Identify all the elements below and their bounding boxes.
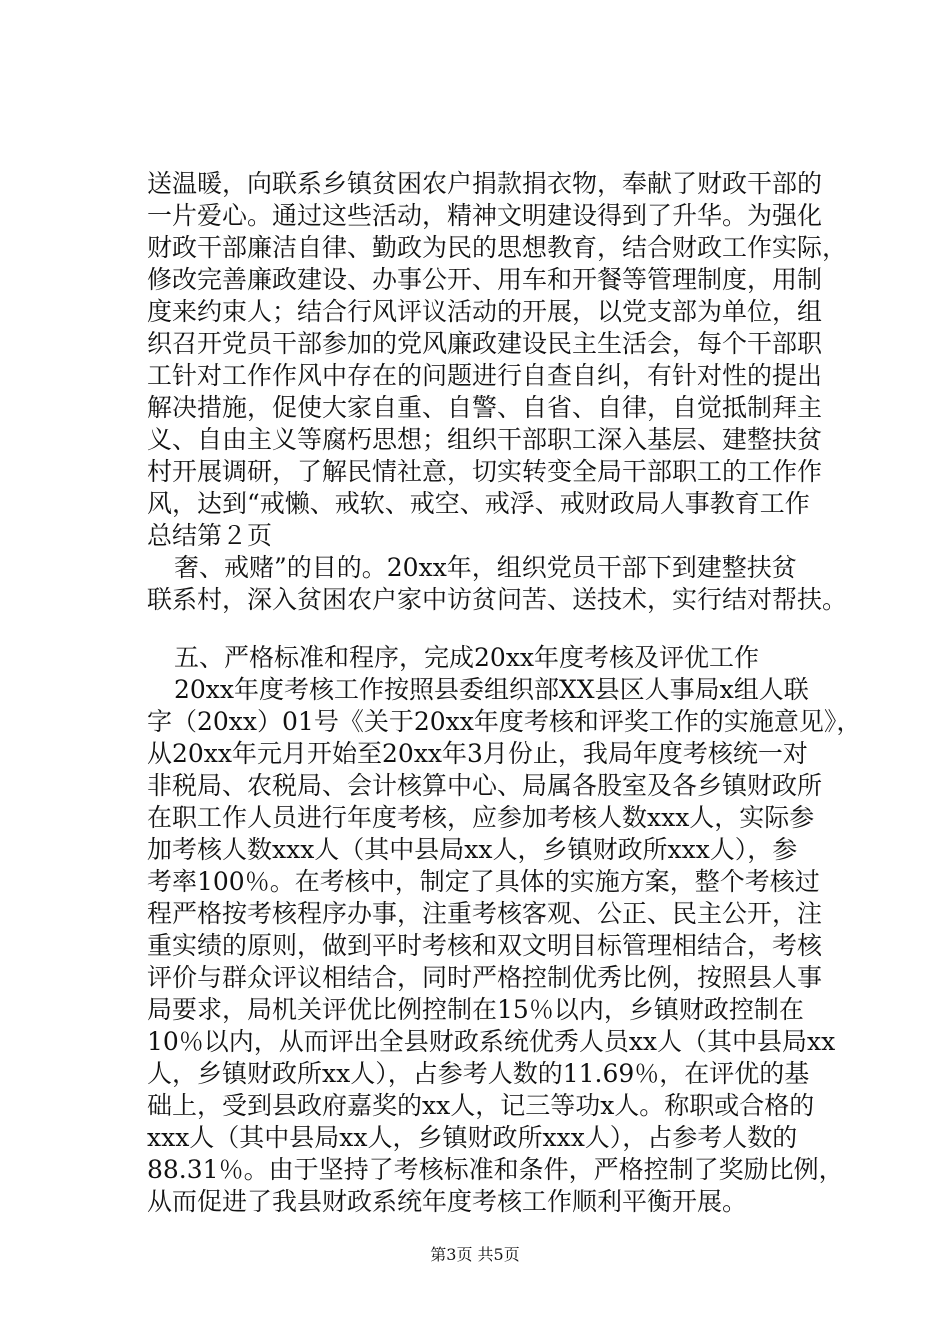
text-line: 重实绩的原则，做到平时考核和双文明目标管理相结合，考核 (147, 931, 823, 960)
text-line: 程严格按考核程序办事，注重考核客观、公正、民主公开，注 (147, 899, 823, 928)
text-line: 工针对工作作风中存在的问题进行自查自纠，有针对性的提出 (147, 361, 823, 390)
text-line: 风，达到“戒懒、戒软、戒空、戒浮、戒财政局人事教育工作 (147, 489, 810, 518)
text-line: 奢、戒赌”的目的。20xx年，组织党员干部下到建整扶贫 (174, 553, 797, 582)
page-number-label: 第3页 共5页 (430, 1245, 520, 1264)
paragraph-continuation (147, 168, 848, 552)
document-body (147, 168, 862, 1218)
text-line: 财政干部廉洁自律、勤政为民的思想教育，结合财政工作实际， (147, 233, 848, 262)
page-footer (0, 1245, 950, 1265)
text-line: 一片爱心。通过这些活动，精神文明建设得到了升华。为强化 (147, 201, 823, 230)
text-line: 人，乡镇财政所xx人），占参考人数的11.69％，在评优的基 (147, 1059, 810, 1088)
text-line: 础上，受到县政府嘉奖的xx人，记三等功x人。称职或合格的 (147, 1091, 815, 1120)
text-line: 村开展调研，了解民情社意，切实转变全局干部职工的工作作 (147, 457, 823, 486)
text-line: 考率100％。在考核中，制定了具体的实施方案，整个考核过 (147, 867, 820, 896)
text-line: 送温暖，向联系乡镇贫困农户捐款捐衣物，奉献了财政干部的 (147, 169, 823, 198)
text-line: 评价与群众评议相结合，同时严格控制优秀比例，按照县人事 (147, 963, 823, 992)
text-line: 总结第２页 (147, 521, 273, 550)
section-heading: 五、严格标准和程序，完成20xx年度考核及评优工作 (174, 643, 760, 672)
text-line: 加考核人数xxx人（其中县局xx人，乡镇财政所xxx人），参 (147, 835, 798, 864)
paragraph-assessment (147, 674, 862, 1218)
text-line: 10％以内，从而评出全县财政系统优秀人员xx人（其中县局xx (147, 1027, 836, 1056)
text-line: 义、自由主义等腐朽思想；组织干部职工深入基层、建整扶贫 (147, 425, 823, 454)
text-line: 度来约束人；结合行风评议活动的开展，以党支部为单位，组 (147, 297, 823, 326)
text-line: 修改完善廉政建设、办事公开、用车和开餐等管理制度，用制 (147, 265, 823, 294)
text-line: 解决措施，促使大家自重、自警、自省、自律，自觉抵制拜主 (147, 393, 823, 422)
text-line: 联系村，深入贫困农户家中访贫问苦、送技术，实行结对帮扶。 (147, 585, 848, 614)
text-line: 字（20xx）01号《关于20xx年度考核和评奖工作的实施意见》， (147, 707, 862, 736)
text-line: 88.31％。由于坚持了考核标准和条件，严格控制了奖励比例， (147, 1155, 844, 1184)
text-line: 织召开党员干部参加的党风廉政建设民主生活会，每个干部职 (147, 329, 823, 358)
text-line: 非税局、农税局、会计核算中心、局属各股室及各乡镇财政所 (147, 771, 823, 800)
text-line: 20xx年度考核工作按照县委组织部XX县区人事局x组人联 (174, 675, 809, 704)
paragraph-gap (147, 616, 837, 642)
text-line: 在职工作人员进行年度考核，应参加考核人数xxx人，实际参 (147, 803, 815, 832)
text-line: xxx人（其中县局xx人，乡镇财政所xxx人），占参考人数的 (147, 1123, 798, 1152)
text-line: 局要求，局机关评优比例控制在15％以内，乡镇财政控制在 (147, 995, 804, 1024)
text-line: 从而促进了我县财政系统年度考核工作顺利平衡开展。 (147, 1187, 748, 1216)
paragraph-party-activities (147, 552, 848, 616)
text-line: 从20xx年元月开始至20xx年3月份止，我局年度考核统一对 (147, 739, 808, 768)
